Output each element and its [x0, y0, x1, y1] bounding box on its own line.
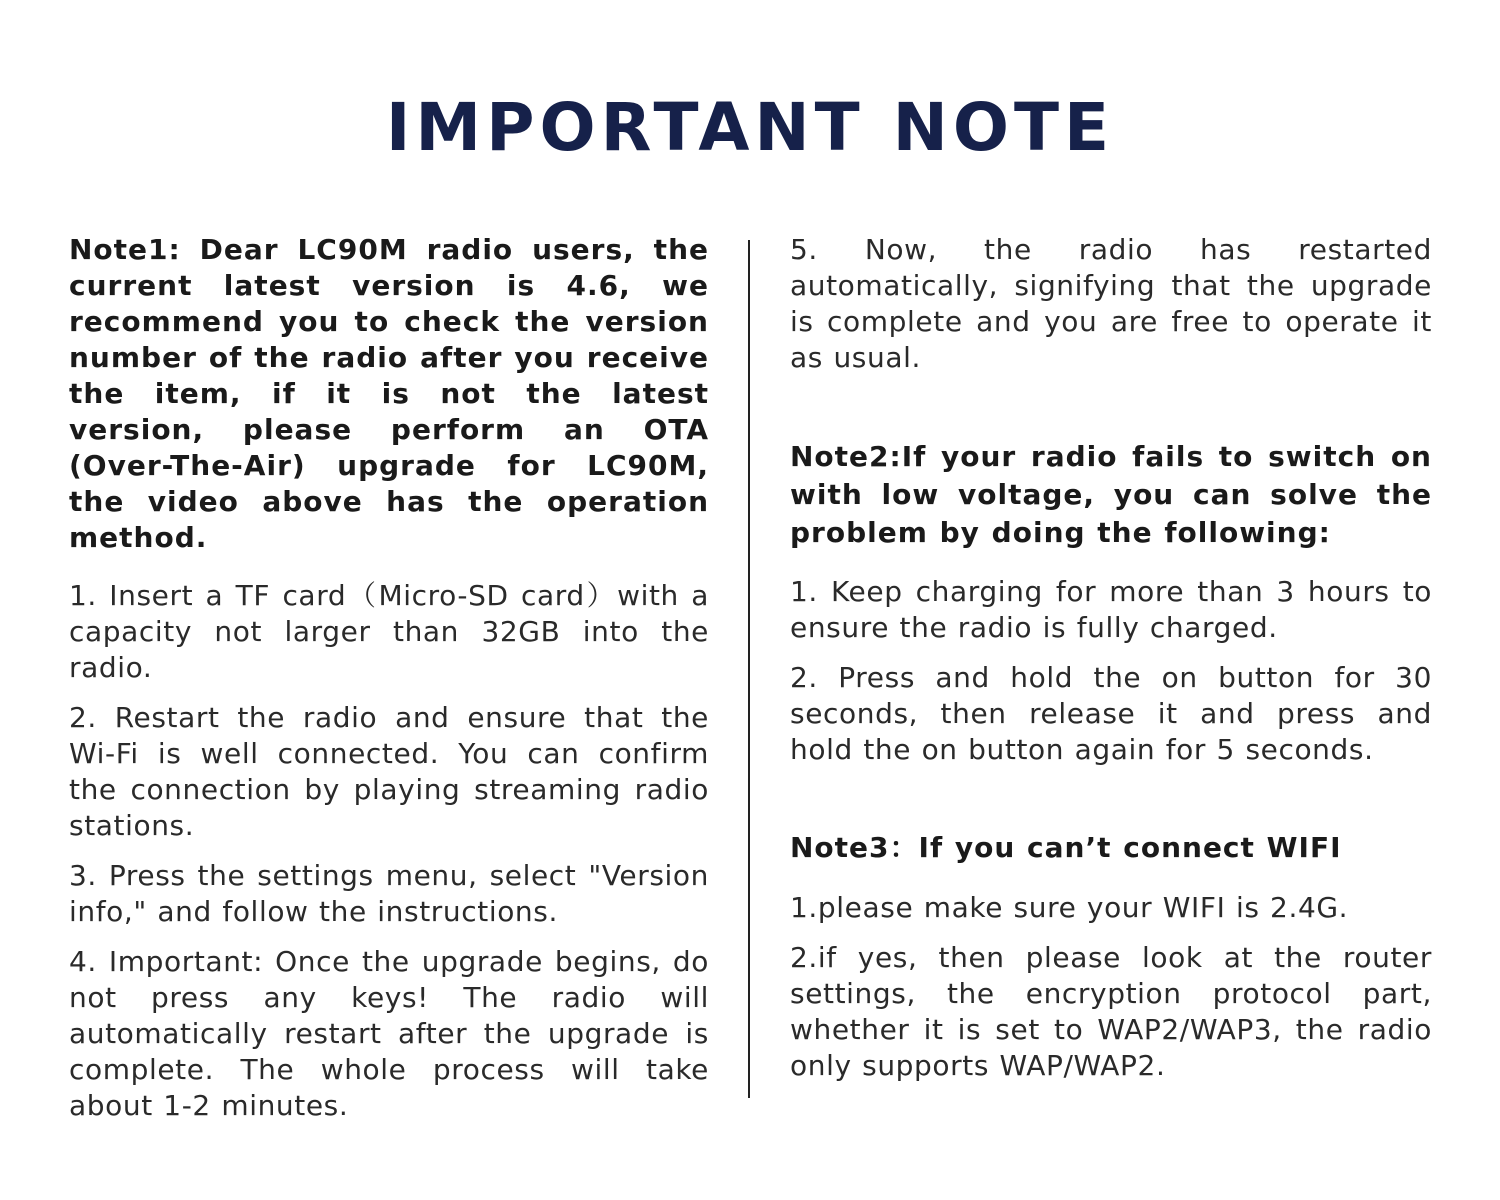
- note1-heading: Note1: Dear LC90M radio users, the current latest version is 4.6, we recommend you to check the version number of the radio after you receive the item, if it is not the latest version, please perform an OTA (Over-The-Air) upgrade for LC90M, the video above has the operation method.: [69, 233, 709, 554]
- right-column: [790, 232, 1432, 1084]
- note2-heading: Note2:If your radio fails to switch on with low voltage, you can solve the problem by doing the following:: [790, 440, 1432, 549]
- upgrade-step-1: 1. Insert a TF card（Micro-SD card）with a capacity not larger than 32GB into the radio.: [69, 579, 709, 684]
- note3-step-2: 2.if yes, then please look at the router settings, the encryption protocol part, whether it is set to WAP2/WAP3, the radio only supports WAP/WAP2.: [790, 941, 1432, 1082]
- note3-heading: Note3：If you can’t connect WIFI: [790, 831, 1342, 864]
- upgrade-step-2: 2. Restart the radio and ensure that the Wi-Fi is well connected. You can confirm the connection by playing streaming radio stations.: [69, 701, 709, 842]
- upgrade-step-5: 5. Now, the radio has restarted automatically, signifying that the upgrade is complete and you are free to operate it as usual.: [790, 233, 1432, 374]
- page-title: IMPORTANT NOTE: [385, 89, 1115, 166]
- note2-step-1: 1. Keep charging for more than 3 hours to ensure the radio is fully charged.: [790, 575, 1432, 644]
- note2-step-2: 2. Press and hold the on button for 30 seconds, then release it and press and hold the on button again for 5 seconds.: [790, 661, 1432, 766]
- column-divider: [748, 240, 750, 1098]
- upgrade-step-3: 3. Press the settings menu, select "Version info," and follow the instructions.: [69, 859, 709, 928]
- left-column: [69, 232, 709, 1124]
- note3-step-1: 1.please make sure your WIFI is 2.4G.: [790, 891, 1349, 924]
- upgrade-step-4: 4. Important: Once the upgrade begins, do not press any keys! The radio will automatically restart after the upgrade is complete. The whole process will take about 1-2 minutes.: [69, 945, 709, 1122]
